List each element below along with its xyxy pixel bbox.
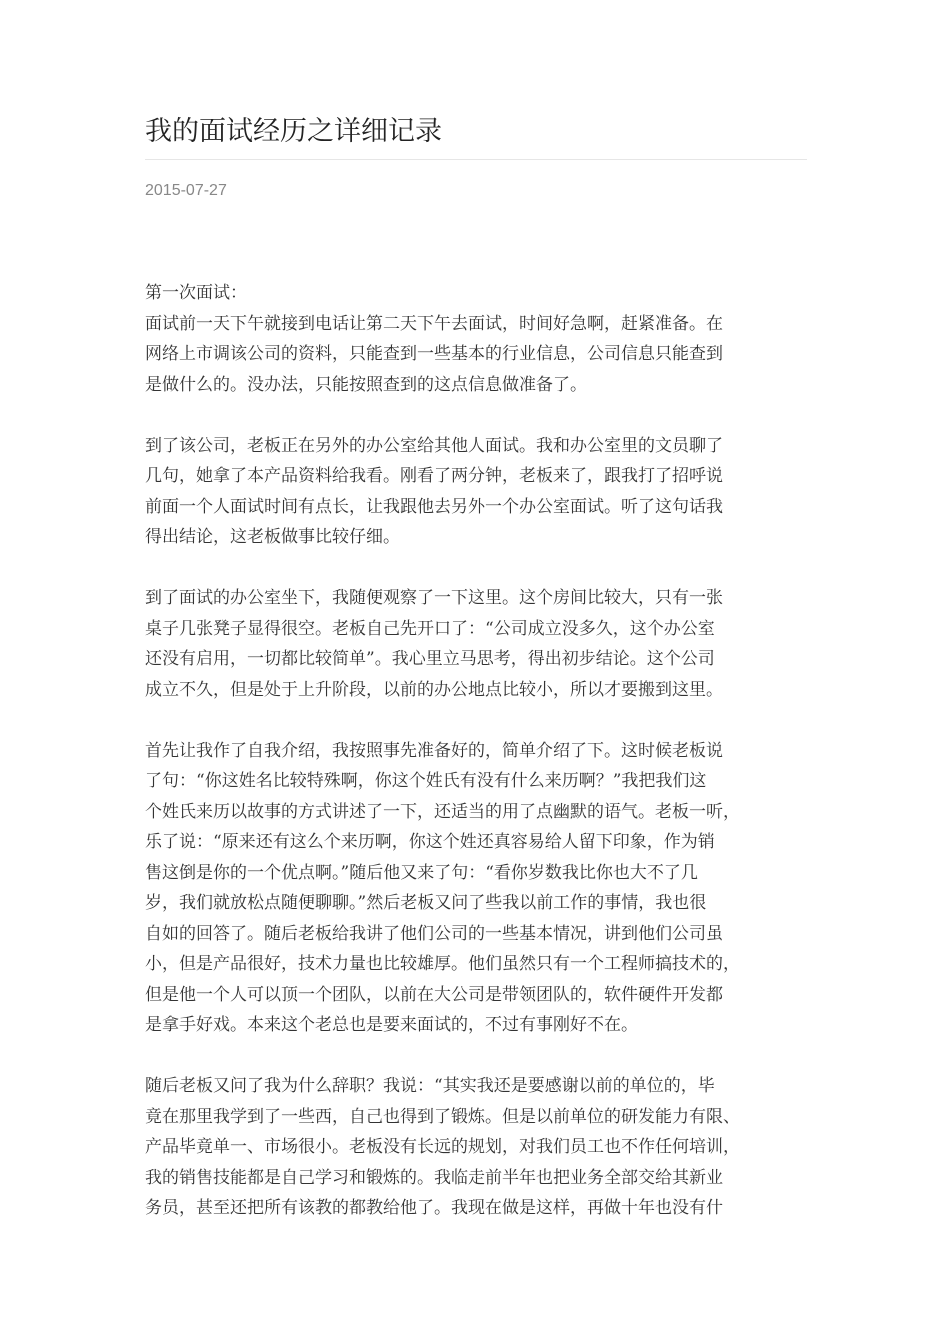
- text-line: 第一次面试：: [145, 283, 247, 303]
- text-line: 随后老板又问了我为什么辞职？我说：“其实我还是要感谢以前的单位的，毕: [145, 1076, 715, 1096]
- article-title: 我的面试经历之详细记录: [145, 116, 442, 147]
- text-line: 到了该公司，老板正在另外的办公室给其他人面试。我和办公室里的文员聊了: [145, 435, 723, 456]
- paragraph-5: [145, 1071, 807, 1224]
- text-line: 但是他一个人可以顶一个团队，以前在大公司是带领团队的，软件硬件开发都: [145, 984, 723, 1005]
- text-line: 面试前一天下午就接到电话让第二天下午去面试，时间好急啊，赶紧准备。在: [145, 313, 723, 334]
- text-line: 到了面试的办公室坐下，我随便观察了一下这里。这个房间比较大，只有一张: [145, 588, 723, 608]
- text-line: 岁，我们就放松点随便聊聊。”然后老板又问了些我以前工作的事情，我也很: [145, 893, 707, 913]
- text-line: 我的销售技能都是自己学习和锻炼的。我临走前半年也把业务全部交给其新业: [145, 1167, 723, 1188]
- paragraph-4: [145, 736, 807, 1041]
- text-line: 网络上市调该公司的资料，只能查到一些基本的行业信息，公司信息只能查到: [145, 344, 723, 364]
- text-line: 得出结论，这老板做事比较仔细。: [145, 527, 400, 547]
- text-line: 务员，甚至还把所有该教的都教给他了。我现在做是这样，再做十年也没有什: [145, 1198, 723, 1218]
- text-line: 几句，她拿了本产品资料给我看。刚看了两分钟，老板来了，跟我打了招呼说: [145, 466, 723, 486]
- text-line: 小，但是产品很好，技术力量也比较雄厚。他们虽然只有一个工程师搞技术的，: [145, 954, 740, 974]
- text-line: 乐了说：“原来还有这么个来历啊，你这个姓还真容易给人留下印象，作为销: [145, 832, 715, 852]
- text-line: 竟在那里我学到了一些西，自己也得到了锻炼。但是以前单位的研发能力有限、: [145, 1106, 740, 1127]
- text-line: 售这倒是你的一个优点啊。”随后他又来了句：“看你岁数我比你也大不了几: [145, 862, 698, 883]
- text-line: 是做什么的。没办法，只能按照查到的这点信息做准备了。: [145, 374, 587, 395]
- article-body: [145, 278, 807, 1254]
- paragraph-3: [145, 583, 807, 705]
- text-line: 了句：“你这姓名比较特殊啊，你这个姓氏有没有什么来历啊？”我把我们这: [145, 771, 707, 791]
- article-date: 2015-07-27: [145, 182, 227, 199]
- text-line: 桌子几张凳子显得很空。老板自己先开口了：“公司成立没多久，这个办公室: [145, 618, 715, 639]
- text-line: 还没有启用，一切都比较简单”。我心里立马思考，得出初步结论。这个公司: [145, 649, 715, 669]
- title-divider: [145, 159, 807, 160]
- text-line: 首先让我作了自我介绍，我按照事先准备好的，简单介绍了下。这时候老板说: [145, 740, 723, 761]
- text-line: 自如的回答了。随后老板给我讲了他们公司的一些基本情况，讲到他们公司虽: [145, 923, 723, 944]
- text-line: 是拿手好戏。本来这个老总也是要来面试的，不过有事刚好不在。: [145, 1015, 638, 1035]
- text-line: 产品毕竟单一、市场很小。老板没有长远的规划，对我们员工也不作任何培训，: [145, 1137, 740, 1157]
- text-line: 成立不久，但是处于上升阶段，以前的办公地点比较小，所以才要搬到这里。: [145, 679, 723, 700]
- text-line: 前面一个人面试时间有点长，让我跟他去另外一个办公室面试。听了这句话我: [145, 496, 723, 517]
- paragraph-1: [145, 278, 807, 400]
- paragraph-2: [145, 431, 807, 553]
- text-line: 个姓氏来历以故事的方式讲述了一下，还适当的用了点幽默的语气。老板一听，: [145, 801, 740, 822]
